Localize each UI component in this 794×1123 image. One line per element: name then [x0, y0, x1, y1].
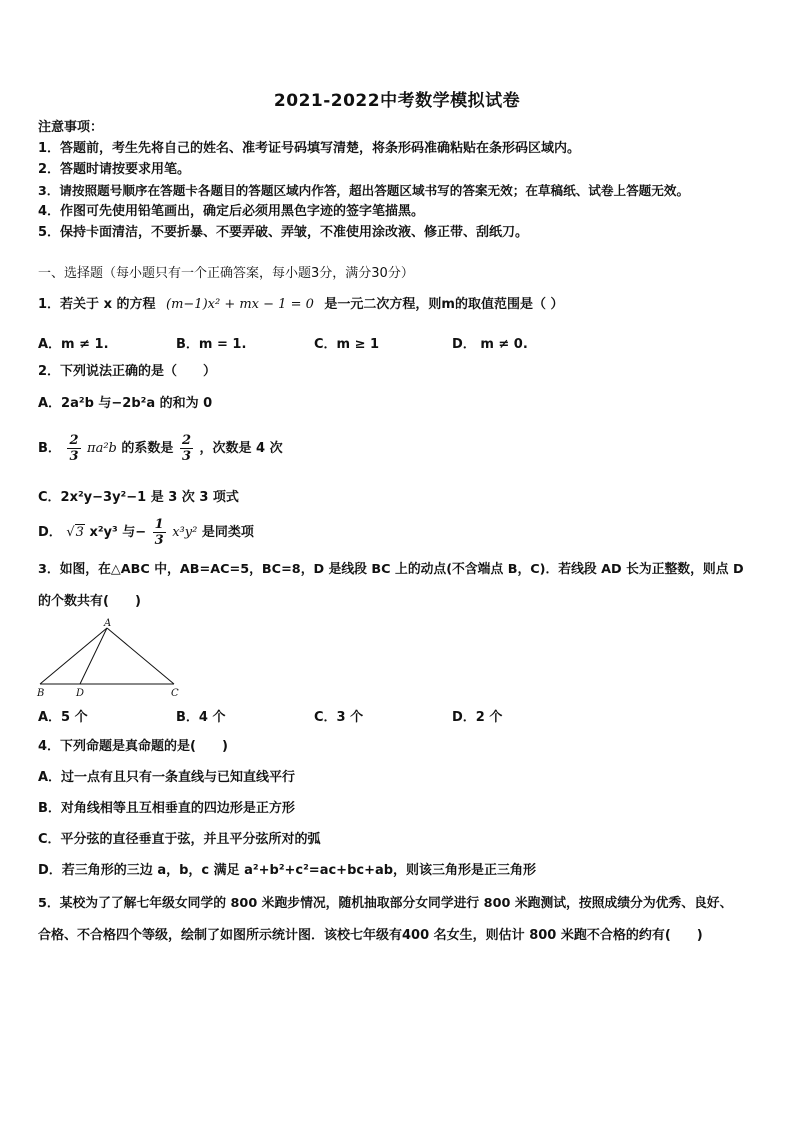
q1-option-d: D． m ≠ 0. [452, 337, 528, 352]
q3-option-c: C．3 个 [314, 710, 364, 725]
q1-option-a: A．m ≠ 1. [38, 337, 109, 352]
q1-prefix: 1．若关于 x 的方程 [38, 297, 156, 312]
notice-item-2: 2．答题时请按要求用笔。 [38, 162, 191, 177]
q1-option-b: B．m = 1. [176, 337, 247, 352]
q4-option-d: D．若三角形的三边 a，b，c 满足 a²+b²+c²=ac+bc+ab，则该三角形是正三角形 [38, 863, 537, 878]
q2d-fraction [153, 517, 166, 548]
q2d-frac-num: 1 [154, 517, 164, 532]
q1-equation: (m−1)x² + mx − 1 = 0 [166, 297, 314, 312]
question-1 [38, 295, 563, 315]
q2d-prefix: D． [38, 525, 62, 540]
q2b-fraction-2 [180, 433, 193, 464]
label-b: B [37, 688, 45, 699]
q4-option-c: C．平分弦的直径垂直于弦，并且平分弦所对的弧 [38, 832, 321, 847]
question-2-stem: 2．下列说法正确的是（ ） [38, 364, 217, 379]
q2-option-a: A．2a²b 与−2b²a 的和为 0 [38, 396, 213, 411]
q2d-frac-den: 3 [154, 533, 164, 548]
triangle-figure [34, 618, 184, 700]
q2b-variable: πa²b [87, 441, 117, 456]
q2d-sqrt: √3 [66, 525, 84, 540]
q3-option-a: A．5 个 [38, 710, 88, 725]
q3-option-d: D．2 个 [452, 710, 503, 725]
q2b-fraction [67, 433, 80, 464]
segment-ac [107, 628, 174, 684]
q2d-term: x²y³ 与− [89, 525, 147, 540]
q4-option-a: A．过一点有且只有一条直线与已知直线平行 [38, 770, 296, 785]
q2b-prefix: B． [38, 441, 61, 456]
q2b-frac2-den: 3 [181, 449, 191, 464]
q4-option-b: B．对角线相等且互相垂直的四边形是正方形 [38, 801, 295, 816]
q2d-suffix: 是同类项 [201, 525, 254, 540]
question-3-stem-line2: 的个数共有( ) [38, 594, 141, 609]
q2b-frac2-num: 2 [181, 433, 191, 448]
section-heading: 一、选择题（每小题只有一个正确答案，每小题3分，满分30分） [38, 266, 414, 281]
label-c: C [171, 688, 179, 699]
q2b-frac-den: 3 [69, 449, 79, 464]
q2-option-c: C．2x²y−3y²−1 是 3 次 3 项式 [38, 490, 239, 505]
label-d: D [76, 688, 85, 699]
label-a: A [104, 618, 112, 629]
segment-ad [80, 628, 107, 684]
q1-option-c: C．m ≥ 1 [314, 337, 380, 352]
notice-item-4: 4．作图可先使用铅笔画出，确定后必须用黑色字迹的签字笔描黑。 [38, 204, 425, 219]
notice-heading: 注意事项： [38, 120, 104, 135]
q2-option-d [38, 516, 254, 550]
notice-item-3: 3．请按照题号顺序在答题卡各题目的答题区域内作答，超出答题区域书写的答案无效；在草稿纸、试卷上答题无效。 [38, 183, 690, 198]
question-4-stem: 4．下列命题是真命题的是( ) [38, 739, 228, 754]
q2d-term2: x³y² [172, 525, 198, 540]
q3-option-b: B．4 个 [176, 710, 226, 725]
q2-option-b [38, 432, 283, 466]
q2d-sqrt-radicand: 3 [75, 525, 84, 540]
notice-item-1: 1．答题前，考生先将自己的姓名、准考证号码填写清楚，将条形码准确粘贴在条形码区域内。 [38, 141, 581, 156]
q2b-mid: 的系数是 [121, 441, 174, 456]
q2b-suffix: ，次数是 4 次 [199, 441, 283, 456]
question-5-line1: 5．某校为了了解七年级女同学的 800 米跑步情况，随机抽取部分女同学进行 800 米跑测试，按照成绩分为优秀、良好、 [38, 896, 733, 911]
q2b-frac-num: 2 [69, 433, 79, 448]
question-5-line2: 合格、不合格四个等级，绘制了如图所示统计图．该校七年级有400 名女生，则估计 800 米跑不合格的约有( ) [38, 928, 703, 943]
exam-title: 2021-2022中考数学模拟试卷 [273, 91, 521, 111]
q1-suffix: 是一元二次方程，则m的取值范围是（ ） [324, 297, 564, 312]
question-3-stem-line1: 3．如图，在△ABC 中，AB=AC=5，BC=8，D 是线段 BC 上的动点(不含端点 B，C)．若线段 AD 长为正整数，则点 D [38, 562, 744, 577]
segment-ab [40, 628, 107, 684]
notice-item-5: 5．保持卡面清洁，不要折暴、不要弄破、弄皱，不准使用涂改液、修正带、刮纸刀。 [38, 225, 529, 240]
